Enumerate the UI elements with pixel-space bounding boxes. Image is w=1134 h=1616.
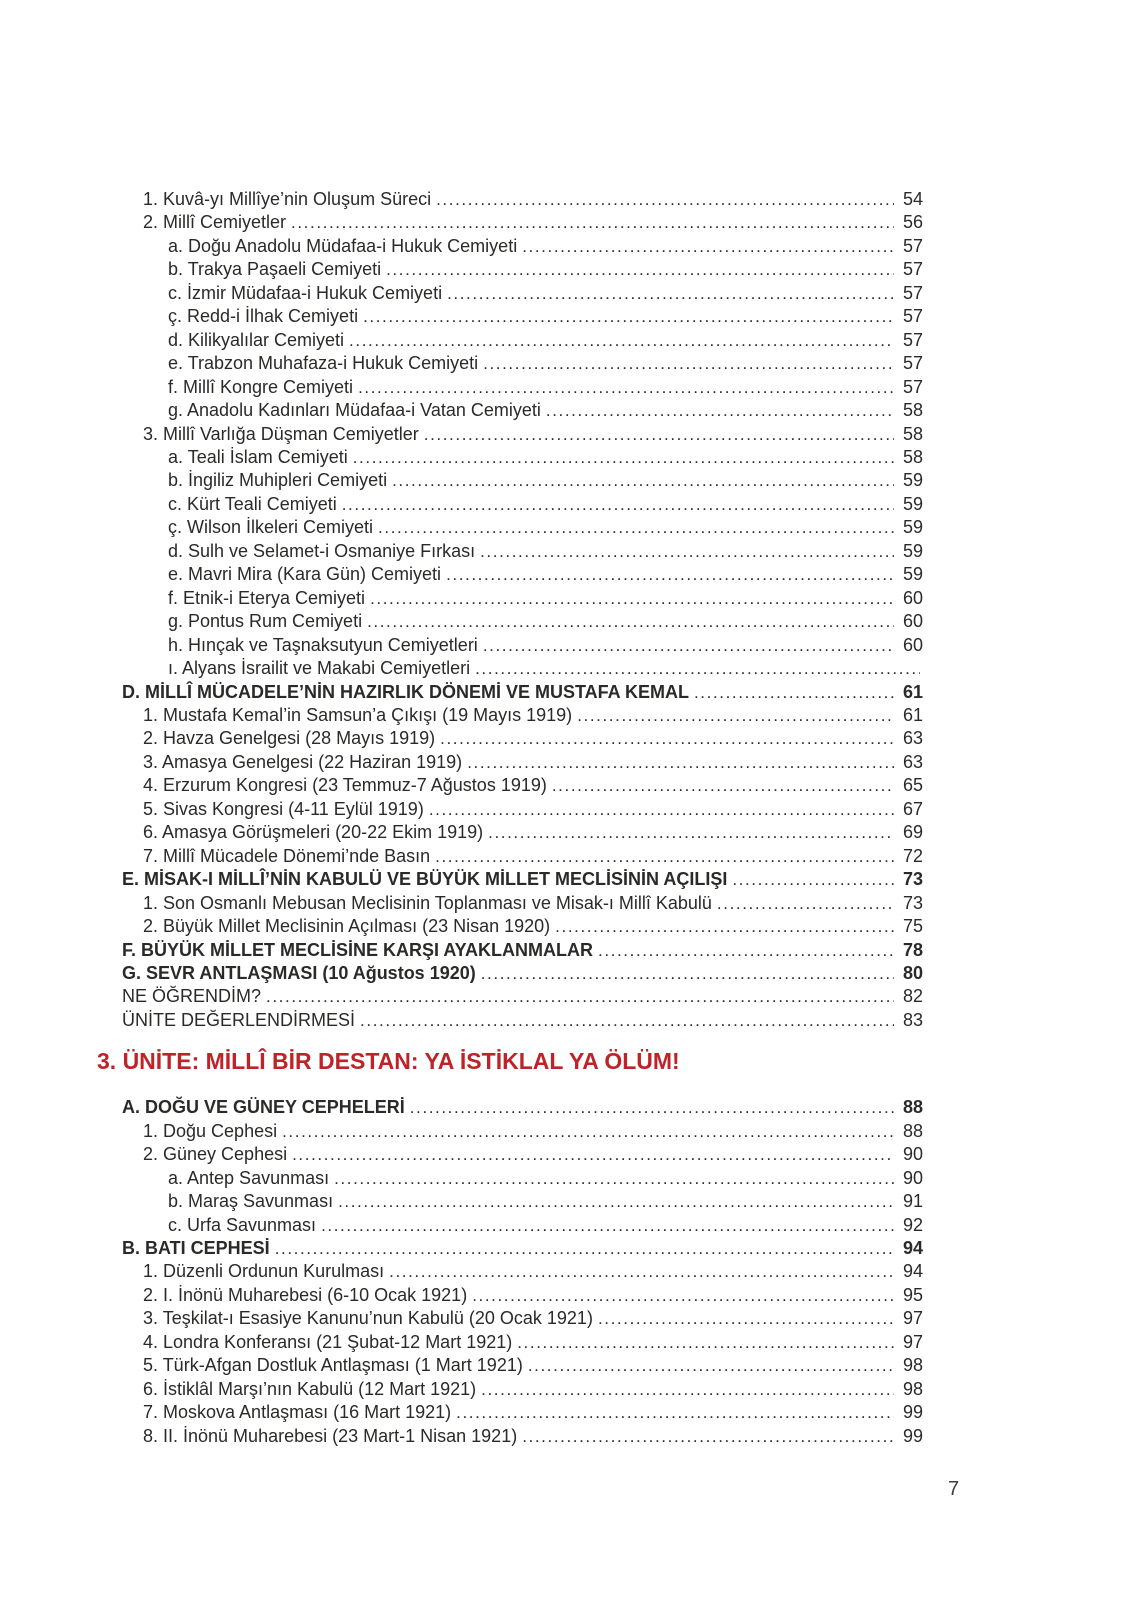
entry-label: e. Trabzon Muhafaza-i Hukuk Cemiyeti (168, 353, 479, 374)
dot-leader (472, 1284, 894, 1307)
dot-leader (528, 1354, 894, 1377)
dot-leader (517, 1331, 894, 1354)
entry-label: 4. Erzurum Kongresi (23 Temmuz-7 Ağustos 1919) (143, 775, 547, 796)
dot-leader (389, 1260, 894, 1283)
toc-entry (122, 305, 923, 328)
entry-label: 3. Millî Varlığa Düşman Cemiyetler (143, 423, 419, 444)
toc-entry (122, 1425, 923, 1448)
entry-page-number: 61 (902, 704, 923, 725)
dot-leader (338, 1190, 894, 1213)
entry-label: G. SEVR ANTLAŞMASI (10 Ağustos 1920) (122, 962, 476, 983)
entry-page-number: 73 (902, 869, 923, 890)
entry-label: d. Kilikyalılar Cemiyeti (168, 329, 345, 350)
entry-page-number: 69 (902, 822, 923, 843)
entry-page-number: 90 (902, 1167, 923, 1188)
entry-page-number: 59 (902, 493, 923, 514)
dot-leader (342, 493, 894, 516)
dot-leader (358, 376, 894, 399)
dot-leader (717, 892, 894, 915)
unit-heading-unit3: 3. ÜNİTE: MİLLÎ BİR DESTAN: YA İSTİKLAL YA ÖLÜM! (97, 1048, 680, 1075)
entry-label: 2. Millî Cemiyetler (143, 212, 287, 233)
dot-leader (353, 446, 894, 469)
entry-label: b. Trakya Paşaeli Cemiyeti (168, 259, 382, 280)
entry-page-number: 57 (902, 282, 923, 303)
entry-page-number: 63 (902, 728, 923, 749)
dot-leader (429, 798, 894, 821)
dot-leader (522, 235, 894, 258)
toc-entry (122, 1331, 923, 1354)
dot-leader (483, 634, 894, 657)
toc-entry (122, 1260, 923, 1283)
entry-page-number: 59 (902, 564, 923, 585)
entry-label: F. BÜYÜK MİLLET MECLİSİNE KARŞI AYAKLANMALAR (122, 939, 594, 960)
entry-label: b. Maraş Savunması (168, 1191, 334, 1212)
entry-label: 8. II. İnönü Muharebesi (23 Mart-1 Nisan 1921) (143, 1425, 518, 1446)
toc-entry (122, 258, 923, 281)
entry-page-number: 99 (902, 1402, 923, 1423)
toc-entry (122, 423, 923, 446)
toc-entry (122, 727, 923, 750)
entry-page-number: 82 (902, 986, 923, 1007)
dot-leader (488, 821, 894, 844)
dot-leader (577, 704, 894, 727)
dot-leader (447, 282, 894, 305)
entry-label: a. Teali İslam Cemiyeti (168, 446, 348, 467)
entry-label: b. İngiliz Muhipleri Cemiyeti (168, 470, 388, 491)
dot-leader (378, 516, 894, 539)
dot-leader (349, 329, 894, 352)
entry-label: 6. Amasya Görüşmeleri (20-22 Ekim 1919) (143, 822, 484, 843)
dot-leader (360, 1009, 894, 1032)
dot-leader (546, 399, 894, 422)
toc-entry (122, 446, 923, 469)
entry-page-number: 60 (902, 634, 923, 655)
entry-page-number: 58 (902, 423, 923, 444)
toc-entry (122, 399, 923, 422)
table-of-contents (97, 188, 923, 1448)
toc-entry (122, 962, 923, 985)
toc-entry (122, 1190, 923, 1213)
dot-leader (598, 1307, 894, 1330)
entry-page-number: 57 (902, 259, 923, 280)
toc-entry (122, 516, 923, 539)
entry-page-number: 92 (902, 1214, 923, 1235)
entry-page-number: 57 (902, 353, 923, 374)
entry-label: ç. Redd-i İlhak Cemiyeti (168, 306, 359, 327)
dot-leader (275, 1237, 894, 1260)
toc-entry (122, 1096, 923, 1119)
toc-entry (122, 1378, 923, 1401)
entry-label: ÜNİTE DEĞERLENDİRMESİ (122, 1009, 356, 1030)
entry-label: c. Kürt Teali Cemiyeti (168, 493, 337, 514)
toc-entry (122, 329, 923, 352)
entry-label: 3. Teşkilat-ı Esasiye Kanunu’nun Kabulü (20 Ocak 1921) (143, 1308, 593, 1329)
entry-page-number: 60 (902, 587, 923, 608)
toc-entry (122, 563, 923, 586)
dot-leader (436, 188, 894, 211)
entry-label: d. Sulh ve Selamet-i Osmaniye Fırkası (168, 540, 476, 561)
entry-label: 2. Güney Cephesi (143, 1144, 288, 1165)
entry-page-number: 59 (902, 470, 923, 491)
toc-entry (122, 821, 923, 844)
dot-leader (483, 352, 894, 375)
entry-page-number: 57 (902, 306, 923, 327)
entry-page-number: 91 (902, 1191, 923, 1212)
dot-leader (367, 610, 894, 633)
entry-page-number: 90 (902, 1144, 923, 1165)
entry-page-number: 60 (902, 611, 923, 632)
toc-entry (122, 352, 923, 375)
toc-entry (122, 1167, 923, 1190)
toc-entry (122, 211, 923, 234)
dot-leader (292, 1143, 894, 1166)
entry-page-number: 61 (902, 681, 923, 702)
dot-leader (475, 657, 920, 680)
entry-page-number: 83 (902, 1009, 923, 1030)
entry-label: 2. Havza Genelgesi (28 Mayıs 1919) (143, 728, 436, 749)
toc-entry (122, 1354, 923, 1377)
entry-label: 1. Kuvâ-yı Millîye’nin Oluşum Süreci (143, 189, 432, 209)
entry-page-number: 73 (902, 892, 923, 913)
entry-page-number: 95 (902, 1284, 923, 1305)
toc-entry (122, 774, 923, 797)
toc-entry (122, 235, 923, 258)
dot-leader (552, 774, 894, 797)
entry-label: g. Pontus Rum Cemiyeti (168, 611, 363, 632)
entry-label: 7. Moskova Antlaşması (16 Mart 1921) (143, 1402, 452, 1423)
toc-entry (122, 657, 923, 680)
entry-label: a. Doğu Anadolu Müdafaa-i Hukuk Cemiyeti (168, 235, 518, 256)
entry-page-number: 88 (902, 1097, 923, 1118)
toc-entry (122, 892, 923, 915)
toc-entry (122, 1284, 923, 1307)
entry-page-number: 78 (902, 939, 923, 960)
entry-page-number: 58 (902, 400, 923, 421)
dot-leader (440, 727, 894, 750)
entry-page-number: 57 (902, 376, 923, 397)
entry-label: A. DOĞU VE GÜNEY CEPHELERİ (122, 1097, 405, 1118)
toc-entry (122, 939, 923, 962)
entry-label: g. Anadolu Kadınları Müdafaa-i Vatan Cemiyeti (168, 400, 541, 421)
entry-label: 2. I. İnönü Muharebesi (6-10 Ocak 1921) (143, 1284, 468, 1305)
toc-entry (122, 587, 923, 610)
dot-leader (732, 868, 894, 891)
dot-leader (481, 1378, 894, 1401)
entry-label: NE ÖĞRENDİM? (122, 986, 262, 1007)
toc-entry (122, 1120, 923, 1143)
dot-leader (334, 1167, 894, 1190)
entry-page-number: 97 (902, 1308, 923, 1329)
entry-label: 4. Londra Konferansı (21 Şubat-12 Mart 1921) (143, 1331, 513, 1352)
entry-label: D. MİLLÎ MÜCADELE’NİN HAZIRLIK DÖNEMİ VE MUSTAFA KEMAL (122, 681, 689, 702)
dot-leader (363, 305, 894, 328)
entry-page-number: 59 (902, 517, 923, 538)
toc-section-unit3-entries (122, 1096, 923, 1448)
entry-page-number: 80 (902, 962, 923, 983)
toc-entry (122, 1009, 923, 1032)
toc-entry (122, 540, 923, 563)
toc-entry (122, 282, 923, 305)
entry-label: e. Mavri Mira (Kara Gün) Cemiyeti (168, 564, 442, 585)
dot-leader (522, 1425, 894, 1448)
dot-leader (266, 985, 894, 1008)
toc-entry (122, 1401, 923, 1424)
dot-leader (435, 845, 894, 868)
entry-label: 5. Sivas Kongresi (4-11 Eylül 1919) (143, 798, 424, 819)
toc-entry (122, 985, 923, 1008)
entry-page-number: 99 (902, 1425, 923, 1446)
entry-page-number: 54 (902, 189, 923, 209)
entry-page-number: 98 (902, 1378, 923, 1399)
entry-page-number: 94 (902, 1238, 923, 1259)
toc-entry (122, 798, 923, 821)
entry-page-number: 57 (902, 235, 923, 256)
entry-label: E. MİSAK-I MİLLÎ’NİN KABULÜ VE BÜYÜK MİLLET MECLİSİNİN AÇILIŞI (122, 869, 728, 890)
dot-leader (694, 681, 894, 704)
entry-label: h. Hınçak ve Taşnaksutyun Cemiyetleri (168, 634, 478, 655)
dot-leader (555, 915, 894, 938)
entry-label: 6. İstiklâl Marşı’nın Kabulü (12 Mart 1921) (143, 1378, 477, 1399)
entry-label: a. Antep Savunması (168, 1167, 330, 1188)
toc-entry (122, 376, 923, 399)
dot-leader (410, 1096, 894, 1119)
entry-label: c. İzmir Müdafaa-i Hukuk Cemiyeti (168, 282, 443, 303)
entry-label: c. Urfa Savunması (168, 1214, 317, 1235)
entry-label: ç. Wilson İlkeleri Cemiyeti (168, 517, 374, 538)
entry-label: f. Millî Kongre Cemiyeti (168, 376, 354, 397)
entry-label: 3. Amasya Genelgesi (22 Haziran 1919) (143, 751, 463, 772)
entry-page-number: 88 (902, 1120, 923, 1141)
toc-entry (122, 868, 923, 891)
entry-page-number: 59 (902, 540, 923, 561)
entry-page-number: 94 (902, 1261, 923, 1282)
dot-leader (386, 258, 894, 281)
entry-page-number: 98 (902, 1355, 923, 1376)
dot-leader (282, 1120, 894, 1143)
dot-leader (481, 962, 894, 985)
entry-label: 7. Millî Mücadele Dönemi’nde Basın (143, 845, 431, 866)
dot-leader (291, 211, 894, 234)
entry-label: 5. Türk-Afgan Dostluk Antlaşması (1 Mart 1921) (143, 1355, 523, 1376)
toc-entry (122, 610, 923, 633)
toc-entry (122, 469, 923, 492)
toc-entry (122, 1143, 923, 1166)
page-number-folio: 7 (948, 1478, 960, 1500)
entry-page-number: 63 (902, 751, 923, 772)
toc-entry (122, 704, 923, 727)
dot-leader (467, 751, 894, 774)
toc-entry (122, 915, 923, 938)
dot-leader (598, 939, 894, 962)
toc-entry (122, 1307, 923, 1330)
entry-page-number: 57 (902, 329, 923, 350)
toc-entry (122, 634, 923, 657)
toc-entry (122, 845, 923, 868)
dot-leader (424, 423, 894, 446)
dot-leader (446, 563, 894, 586)
dot-leader (321, 1214, 894, 1237)
entry-page-number: 56 (902, 212, 923, 233)
dot-leader (456, 1401, 894, 1424)
entry-label: 1. Son Osmanlı Mebusan Meclisinin Toplanması ve Misak-ı Millî Kabulü (143, 892, 712, 913)
entry-label: f. Etnik-i Eterya Cemiyeti (168, 587, 366, 608)
entry-label: 1. Doğu Cephesi (143, 1120, 278, 1141)
toc-entry (122, 681, 923, 704)
toc-section-unit2-entries (122, 188, 923, 1032)
entry-page-number: 67 (902, 798, 923, 819)
entry-page-number: 65 (902, 775, 923, 796)
dot-leader (370, 587, 894, 610)
toc-entry (122, 188, 923, 211)
entry-page-number: 58 (902, 446, 923, 467)
dot-leader (392, 469, 894, 492)
entry-page-number: 72 (902, 845, 923, 866)
entry-label: 2. Büyük Millet Meclisinin Açılması (23 Nisan 1920) (143, 916, 551, 937)
dot-leader (480, 540, 894, 563)
toc-entry (122, 1237, 923, 1260)
entry-label: ı. Alyans İsrailit ve Makabi Cemiyetleri (168, 658, 471, 679)
toc-entry (122, 1214, 923, 1237)
entry-label: 1. Düzenli Ordunun Kurulması (143, 1261, 385, 1282)
entry-label: B. BATI CEPHESİ (122, 1238, 270, 1259)
entry-label: 1. Mustafa Kemal’in Samsun’a Çıkışı (19 Mayıs 1919) (143, 704, 573, 725)
entry-page-number: 75 (902, 916, 923, 937)
toc-entry (122, 751, 923, 774)
entry-page-number: 97 (902, 1331, 923, 1352)
toc-entry (122, 493, 923, 516)
